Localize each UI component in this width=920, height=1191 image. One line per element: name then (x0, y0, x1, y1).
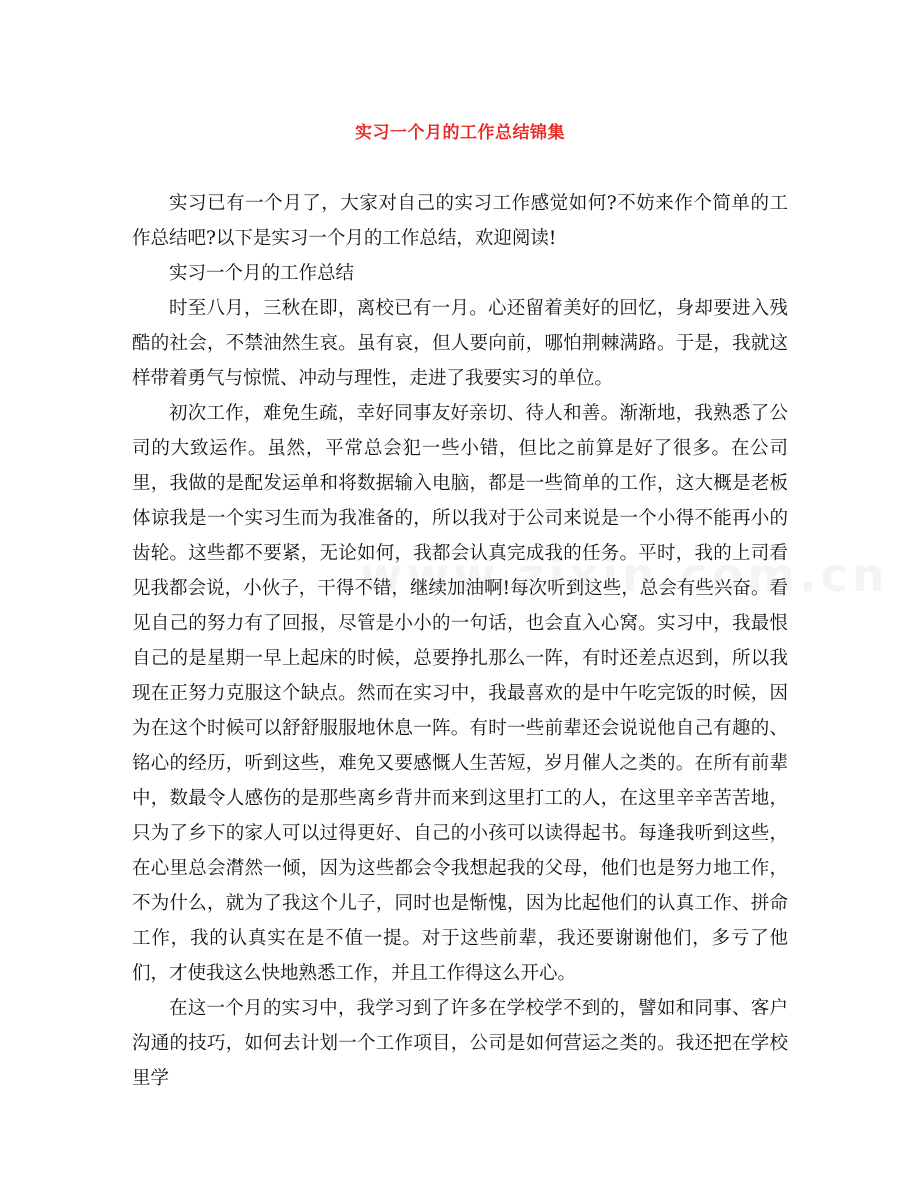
paragraph-subheading: 实习一个月的工作总结 (169, 263, 355, 284)
paragraph-intro: 实习已有一个月了，大家对自己的实习工作感觉如何?不妨来作个简单的工作总结吧?以下是实习一个月的工作总结，欢迎阅读! (132, 193, 788, 249)
paragraph-1: 时至八月，三秋在即，离校已有一月。心还留着美好的回忆，身却要进入残酷的社会，不禁油然生哀。虽有哀，但人要向前，哪怕荆棘满路。于是，我就这样带着勇气与惊慌、冲动与理性，走进了我要实习的单位。 (132, 298, 788, 389)
paragraph-2: 初次工作，难免生疏，幸好同事友好亲切、待人和善。渐渐地，我熟悉了公司的大致运作。虽然，平常总会犯一些小错，但比之前算是好了很多。在公司里，我做的是配发运单和将数据输入电脑，都是一些简单的工作，这大概是老板体谅我是一个实习生而为我准备的，所以我对于公司来说是一个小得不能再小的齿轮。这些都不要紧，无论如何，我都会认真完成我的任务。平时，我的上司看见我都会说，小伙子，干得不错，继续加油啊!每次听到这些，总会有些兴奋。看见自己的努力有了回报，尽管是小小的一句话，也会直入心窝。实习中，我最恨自己的是星期一早上起床的时候，总要挣扎那么一阵，有时还差点迟到，所以我现在正努力克服这个缺点。然而在实习中，我最喜欢的是中午吃完饭的时候，因为在这个时候可以舒舒服服地休息一阵。有时一些前辈还会说说他自己有趣的、铭心的经历，听到这些，难免又要感慨人生苦短，岁月催人之类的。在所有前辈中，数最令人感伤的是那些离乡背井而来到这里打工的人，在这里辛辛苦苦地，只为了乡下的家人可以过得更好、自己的小孩可以读得起书。每逢我听到这些，在心里总会潸然一倾，因为这些都会令我想起我的父母，他们也是努力地工作，不为什么，就为了我这个儿子，同时也是惭愧，因为比起他们的认真工作、拼命工作，我的认真实在是不值一提。对于这些前辈，我还要谢谢他们，多亏了他们，才使我这么快地熟悉工作，并且工作得这么开心。 (132, 403, 788, 984)
document-title: 实习一个月的工作总结锦集 (355, 123, 565, 143)
document-body (132, 186, 788, 1096)
paragraph-3: 在这一个月的实习中，我学习到了许多在学校学不到的，譬如和同事、客户沟通的技巧，如何去计划一个工作项目，公司是如何营运之类的。我还把在学校里学 (132, 998, 788, 1089)
